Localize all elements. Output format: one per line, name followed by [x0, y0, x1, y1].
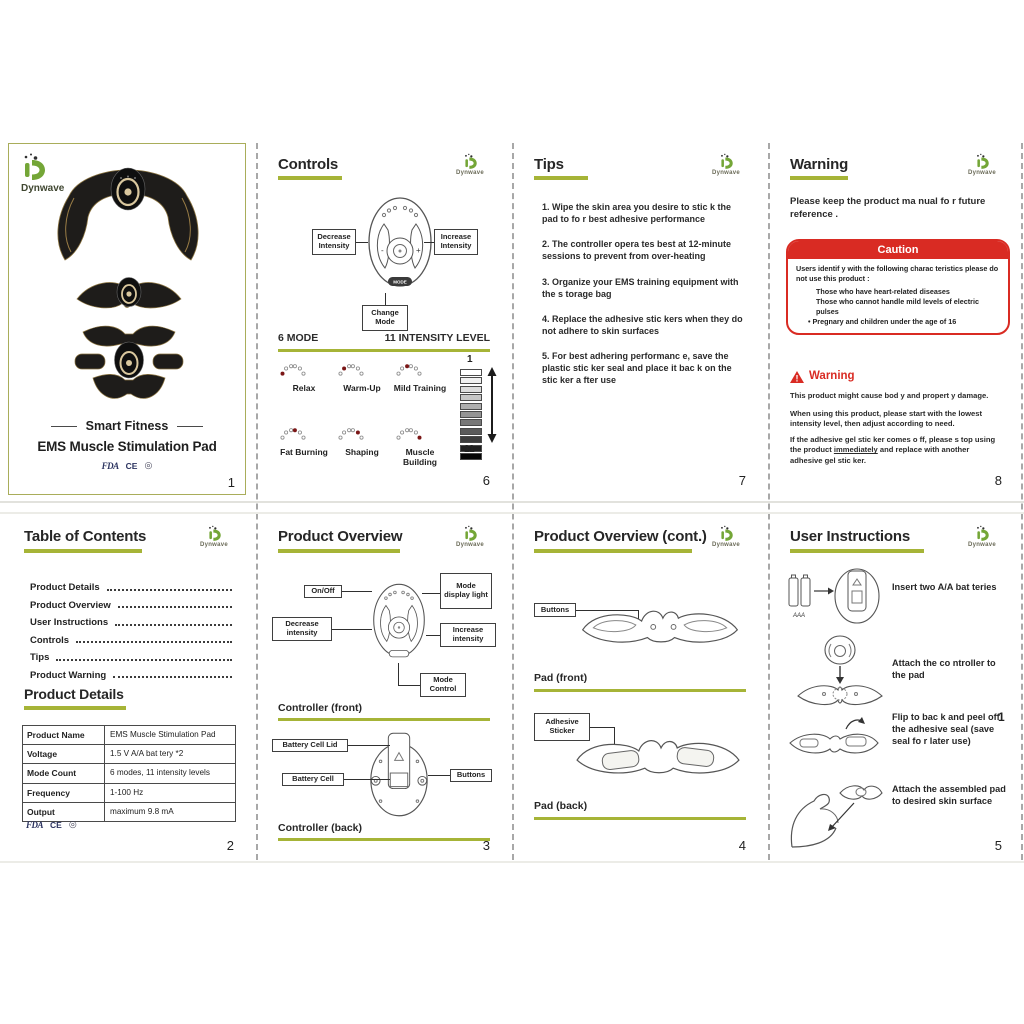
toc-entry-label: Tips	[30, 652, 50, 663]
product-details-table	[22, 725, 236, 822]
certification-marks	[26, 821, 77, 830]
mode-header: 6 MODE	[278, 332, 319, 344]
mode-item	[334, 425, 390, 458]
step-text: Insert two A/A bat teries	[892, 582, 997, 592]
table-key: Voltage	[23, 745, 105, 763]
warning-underlined-word: immediately	[833, 445, 878, 455]
table-key: Frequency	[23, 784, 105, 802]
tip-item: 1. Wipe the skin area you desire to stic k the pad to fo r best adhesive performance	[542, 202, 731, 225]
page-overview	[264, 515, 504, 860]
adhesive-sticker-label: Adhesive Sticker	[534, 713, 590, 741]
dynwave-logo-icon	[21, 152, 47, 182]
abs-pad-illustration	[65, 320, 193, 406]
page-title: Product Overview	[278, 528, 403, 545]
details-heading: Product Details	[24, 686, 124, 702]
table-row	[23, 764, 235, 783]
page-title: Controls	[278, 156, 339, 173]
intensity-level-max: 11	[464, 444, 475, 455]
connector-line	[356, 242, 368, 243]
battery-cell-label: Battery Cell	[282, 773, 344, 786]
title-underline	[278, 176, 342, 180]
page-cover	[8, 143, 246, 495]
svg-text:+: +	[416, 246, 421, 255]
intensity-segment	[460, 403, 482, 410]
connector-line	[342, 591, 372, 592]
intensity-segment	[460, 369, 482, 376]
intensity-segment	[460, 386, 482, 393]
step-text: Flip to bac k and peel off the adhesive seal (save seal fo r later use)	[892, 712, 1000, 747]
dotted-leader	[113, 676, 232, 678]
dynwave-logo-icon	[975, 525, 990, 542]
brand-name: Dynwave	[967, 170, 997, 176]
recycle-mark-icon: ◎	[144, 461, 153, 471]
controller-back-illustration	[366, 729, 432, 819]
table-key: Product Name	[23, 726, 105, 744]
dash-decoration	[51, 426, 77, 428]
heading-underline	[24, 706, 126, 710]
page-controls	[264, 143, 504, 495]
intensity-segment	[460, 394, 482, 401]
table-value: 6 modes, 11 intensity levels	[110, 768, 210, 778]
warning-paragraph-text: If the adhesive gel stic ker comes o ff, please s top using the product	[790, 435, 996, 455]
svg-text:-: -	[381, 246, 384, 255]
page-number: 4	[738, 838, 746, 853]
title-underline	[534, 176, 588, 180]
toc-entry	[30, 610, 232, 628]
mode-label: Muscle Building	[403, 447, 437, 467]
dynwave-logo-icon	[463, 525, 478, 542]
toc-entry	[30, 645, 232, 663]
dynwave-logo-icon	[463, 153, 478, 170]
page-toc	[8, 515, 248, 860]
svg-text:MODE: MODE	[393, 279, 407, 285]
series-name: Smart Fitness	[85, 419, 169, 433]
step-text: Attach the assembled pad to desired skin surface	[892, 784, 1006, 807]
page-number: 3	[482, 838, 490, 853]
toc-entry	[30, 628, 232, 646]
brand-name: Dynwave	[21, 183, 65, 194]
back-caption: Controller (back)	[278, 822, 363, 834]
dotted-leader	[76, 641, 232, 643]
caution-item: Those who have heart-related diseases	[816, 287, 950, 297]
mode-item	[392, 361, 448, 394]
page-number: 6	[482, 473, 490, 488]
toc-entry	[30, 663, 232, 681]
row-divider	[0, 861, 1024, 863]
mode-item	[276, 361, 332, 394]
svg-text:AAA: AAA	[792, 613, 806, 619]
mode-label: Mild Training	[393, 383, 447, 393]
brand-logo	[704, 153, 748, 177]
dynwave-logo-icon	[975, 153, 990, 170]
intensity-header: 11 INTENSITY LEVEL	[384, 332, 490, 344]
page-title: User Instructions	[790, 528, 910, 545]
connector-line	[385, 293, 386, 305]
series-line	[9, 420, 245, 433]
toc-entry-label: Product Warning	[30, 669, 107, 681]
dotted-leader	[115, 624, 232, 626]
front-caption: Controller (front)	[278, 702, 362, 714]
keep-manual-note: Please keep the product ma nual fo r future reference .	[790, 196, 986, 221]
tip-item: 4. Replace the adhesive stic kers when they do not adhere to skin surfaces	[542, 313, 743, 336]
caption-underline	[534, 817, 746, 820]
attach-controller-illustration	[790, 633, 890, 711]
brand-logo	[192, 525, 236, 549]
connector-line	[426, 635, 440, 636]
mode-dots-icon	[334, 425, 368, 447]
brand-name: Dynwave	[455, 542, 485, 548]
warning-paragraph: This product might cause bod y and propert y damage.	[790, 391, 989, 400]
toc-entry	[30, 593, 232, 611]
hip-trainer-pad-illustration	[47, 166, 209, 266]
table-key: Mode Count	[23, 764, 105, 782]
on-off-label: On/Off	[304, 585, 342, 598]
mode-label: Warm-Up	[343, 383, 381, 393]
toc-entry	[30, 575, 232, 593]
mode-label: Shaping	[345, 447, 379, 457]
page-number: 2	[226, 838, 234, 853]
connector-line	[344, 779, 390, 780]
caution-box	[786, 239, 1010, 335]
pad-back-caption: Pad (back)	[534, 800, 588, 812]
intensity-segment	[460, 436, 482, 443]
buttons-label: Buttons	[534, 603, 576, 617]
warning-paragraph	[790, 435, 1002, 466]
warning-paragraph: When using this product, please start with the lowest intensity level, then adjust according to need.	[790, 409, 982, 429]
table-value: maximum 9.8 mA	[110, 806, 174, 816]
caution-item: • Pregnary and children under the age of 16	[808, 316, 957, 326]
table-value: 1.5 V A/A bat tery *2	[110, 749, 184, 759]
brand-logo	[448, 153, 492, 177]
page-number: 5	[994, 838, 1002, 853]
page-title: Product Overview (cont.)	[534, 528, 707, 545]
intensity-segment	[460, 419, 482, 426]
mode-dots-icon	[392, 425, 426, 447]
mode-label: Relax	[292, 383, 316, 393]
decrease-intensity-label: Decrease intensity	[272, 617, 332, 641]
brand-logo	[448, 525, 492, 549]
tip-item: 5. For best adhering performanc e, save the plastic stic ker seal and place it bac k on the stic ker a fter use	[542, 351, 732, 386]
battery-cell-lid-label: Battery Cell Lid	[272, 739, 348, 752]
stray-numeral: 1	[998, 710, 1005, 724]
fda-mark: FDA	[101, 461, 119, 471]
small-pad-illustration	[73, 272, 185, 314]
table-value: EMS Muscle Stimulation Pad	[110, 730, 216, 739]
page-overview-cont	[520, 515, 760, 860]
warning-subheading-text: Warning	[809, 370, 855, 383]
controller-front-illustration	[362, 191, 438, 295]
mode-dots-icon	[334, 361, 368, 383]
mode-item	[334, 361, 390, 394]
brand-name: Dynwave	[711, 542, 741, 548]
table-row	[23, 784, 235, 803]
caption-underline	[278, 718, 490, 721]
brand-name: Dynwave	[455, 170, 485, 176]
table-row	[23, 745, 235, 764]
mode-label: Fat Burning	[280, 447, 328, 457]
mode-display-light-label: Mode display light	[440, 573, 492, 609]
mode-dots-icon	[276, 361, 310, 383]
page-title: Warning	[790, 156, 849, 173]
product-title: EMS Muscle Stimulation Pad	[37, 439, 217, 454]
dynwave-logo-icon	[719, 525, 734, 542]
page-number: 1	[227, 475, 235, 490]
toc-entry-label: User Instructions	[30, 617, 109, 628]
warning-subheading	[790, 371, 855, 383]
table-value: 1-100 Hz	[110, 787, 144, 797]
increase-intensity-label: Increase Intensity	[434, 229, 478, 255]
connector-line	[398, 685, 420, 686]
page-number: 8	[994, 473, 1002, 488]
row-divider	[0, 501, 1024, 503]
buttons-label: Buttons	[450, 769, 492, 782]
mode-item	[276, 425, 332, 458]
svg-text:!: !	[795, 373, 799, 383]
caution-box-body	[788, 259, 1008, 333]
peel-seal-illustration	[784, 713, 884, 761]
brand-logo	[960, 153, 1004, 177]
connector-line	[428, 775, 450, 776]
title-underline	[278, 549, 400, 553]
connector-line	[422, 593, 440, 594]
intensity-segment	[460, 411, 482, 418]
mode-dots-icon	[276, 425, 310, 447]
intensity-level-min: 1	[467, 354, 473, 365]
tips-list	[542, 201, 748, 400]
mode-control-label: Mode Control	[420, 673, 466, 697]
toc-entry-label: Controls	[30, 634, 70, 646]
decrease-intensity-label: Decrease Intensity	[312, 229, 356, 255]
page-tips	[520, 143, 760, 495]
dotted-leader	[118, 606, 232, 608]
fda-mark: FDA	[26, 820, 44, 830]
intensity-segment	[460, 377, 482, 384]
row-divider	[0, 512, 1024, 514]
brand-name: Dynwave	[967, 542, 997, 548]
ce-mark: CE	[50, 820, 62, 831]
page-instructions	[776, 515, 1016, 860]
dynwave-logo-icon	[207, 525, 222, 542]
title-underline	[534, 549, 692, 553]
brand-logo	[960, 525, 1004, 549]
connector-line	[348, 745, 390, 746]
certification-marks	[9, 462, 245, 471]
brand-name: Dynwave	[711, 170, 741, 176]
title-underline	[24, 549, 142, 553]
controller-front-illustration	[368, 571, 430, 671]
connector-line	[398, 663, 399, 685]
change-mode-label: Change Mode	[362, 305, 408, 331]
toc-list	[30, 575, 232, 680]
brand-name: Dynwave	[199, 542, 229, 548]
dotted-leader	[56, 659, 232, 661]
warning-paragraph-text: and replace with another adhesive gel stic ker.	[790, 445, 970, 465]
caption-underline	[278, 838, 490, 841]
insert-batteries-illustration	[784, 563, 884, 627]
intensity-segment	[460, 428, 482, 435]
title-underline	[790, 549, 924, 553]
tip-item: 2. The controller opera tes best at 12-minute sessions to prevent from over-heating	[542, 239, 732, 262]
table-row	[23, 726, 235, 745]
connector-line	[424, 242, 434, 243]
dash-decoration	[177, 426, 203, 428]
section-underline	[278, 349, 490, 352]
double-arrow-icon	[486, 367, 498, 443]
caption-underline	[534, 689, 746, 692]
page-title: Table of Contents	[24, 528, 147, 545]
pad-back-illustration	[572, 723, 744, 785]
caution-intro: Users identif y with the following charac teristics please do not use this product :	[796, 264, 999, 283]
warning-triangle-icon	[790, 371, 804, 383]
caution-item: Those who cannot handle mild levels of electric pulses	[816, 297, 979, 316]
step-text: Attach the co ntroller to the pad	[892, 658, 996, 681]
ce-mark: CE	[125, 461, 138, 472]
connector-line	[332, 629, 372, 630]
table-key: Output	[23, 803, 105, 821]
increase-intensity-label: Increase intensity	[440, 623, 496, 647]
pad-front-caption: Pad (front)	[534, 672, 588, 684]
recycle-mark-icon: ◎	[68, 820, 77, 830]
mode-item	[392, 425, 448, 468]
attach-pad-to-skin-illustration	[784, 773, 888, 849]
dotted-leader	[107, 589, 232, 591]
dynwave-logo-icon	[719, 153, 734, 170]
mode-dots-icon	[392, 361, 426, 383]
toc-entry-label: Product Details	[30, 582, 100, 593]
page-number: 7	[738, 473, 746, 488]
title-underline	[790, 176, 848, 180]
page-warning	[776, 143, 1016, 495]
pad-front-illustration	[576, 595, 744, 653]
toc-entry-label: Product Overview	[30, 599, 111, 611]
brand-logo	[704, 525, 748, 549]
page-title: Tips	[534, 156, 564, 173]
table-row	[23, 803, 235, 822]
tip-item: 3. Organize your EMS training equipment with the s torage bag	[542, 276, 739, 299]
caution-box-title: Caution	[788, 241, 1008, 259]
